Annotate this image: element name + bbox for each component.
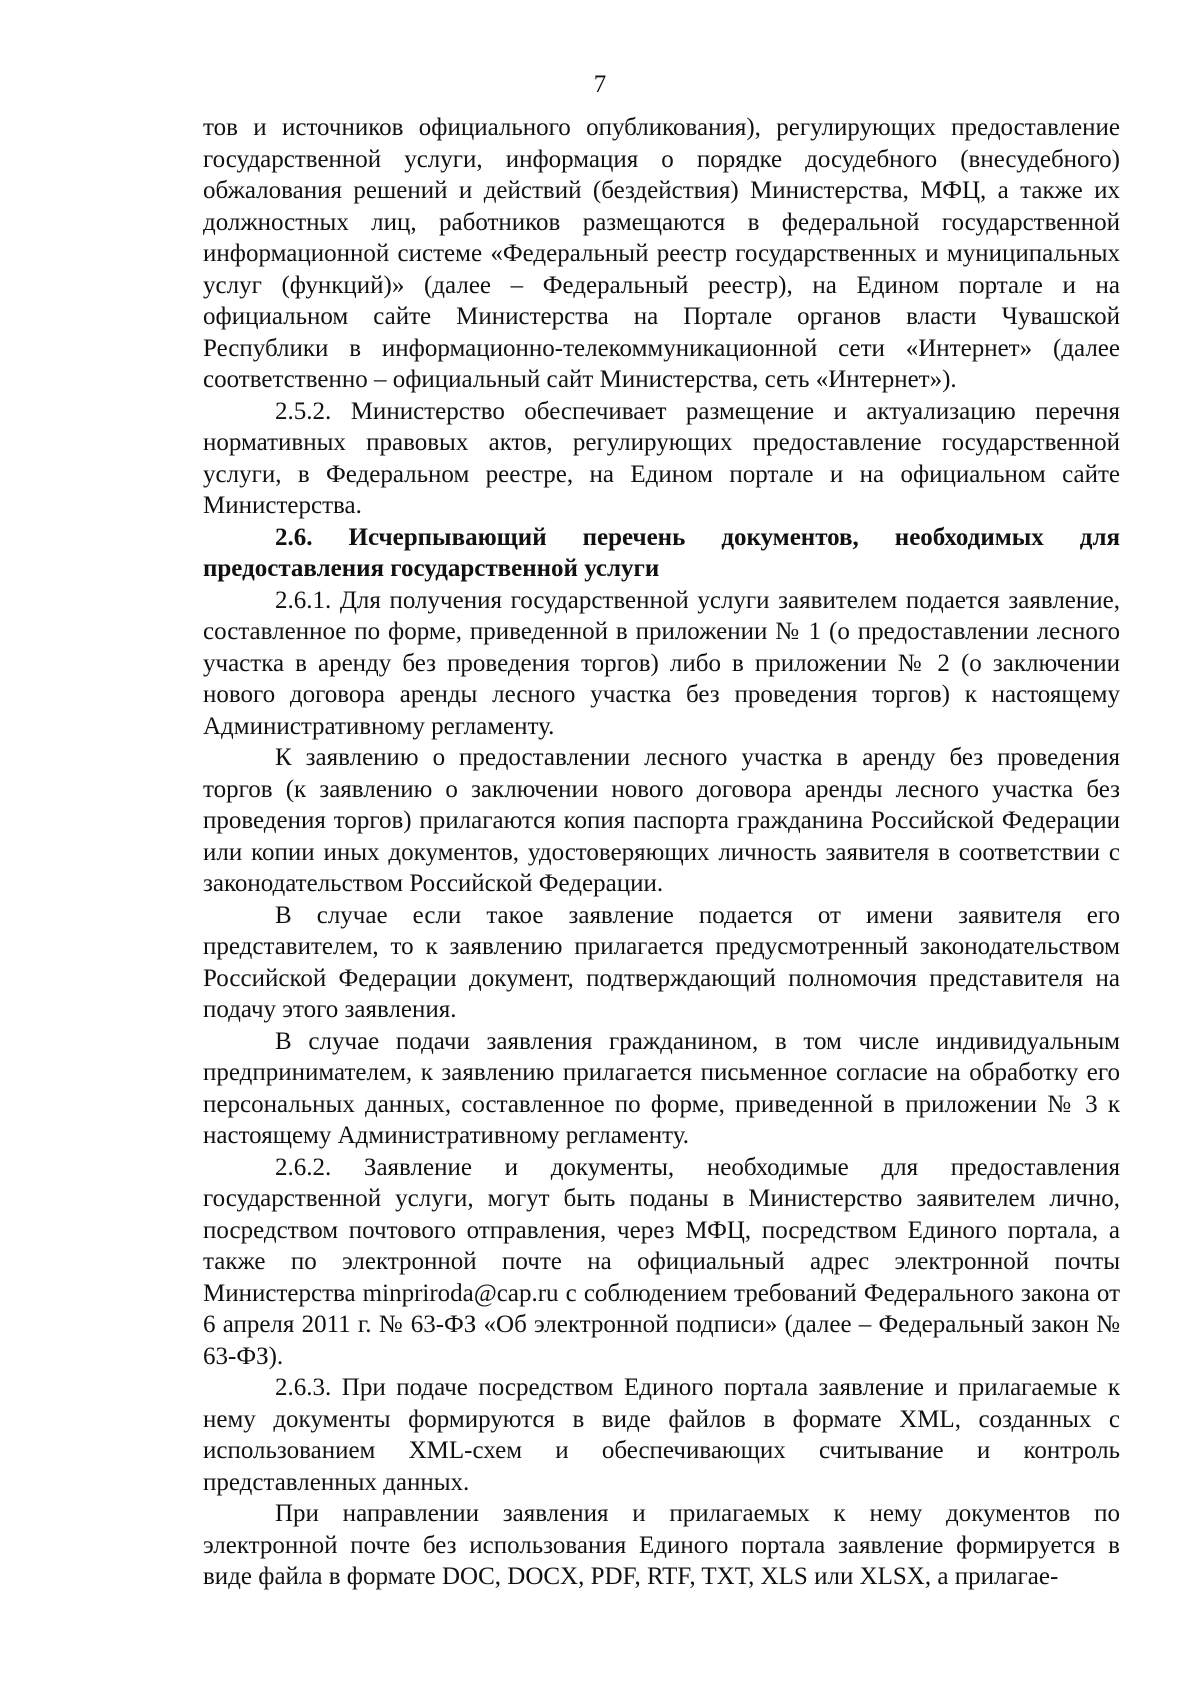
paragraph-personal-data-consent: В случае подачи заявления гражданином, в том числе индивидуальным предпринимателем, к заявлению прилагается письменное согласие на обработку его персональных данных, составленное по форме, приведенной в приложении № 3 к настоящему Административному регламенту. bbox=[203, 1027, 1120, 1149]
paragraph-passport-copy: К заявлению о предоставлении лесного участка в аренду без проведения торгов (к заявлению о заключении нового договора аренды лесного участка без проведения торгов) прилагаются копия паспорта гражданина Российской Федерации или копии иных документов, удостоверяющих личность заявителя в соответствии с законодательством Российской Федерации. bbox=[203, 744, 1120, 897]
paragraph-2-5-2: 2.5.2. Министерство обеспечивает размещение и актуализацию перечня нормативных правовых актов, регулирующих предоставление государственной услуги, в Федеральном реестре, на Едином портале и на официальном сайте Министерства. bbox=[203, 397, 1120, 519]
paragraph-representative: В случае если такое заявление подается от имени заявителя его представителем, то к заявлению прилагается предусмотренный законодательством Российской Федерации документ, подтверждающий полномочия представителя на подачу этого заявления. bbox=[203, 901, 1120, 1023]
page-number: 7 bbox=[593, 71, 607, 98]
document-body bbox=[203, 112, 1120, 1593]
section-heading-2-6: 2.6. Исчерпывающий перечень документов, необходимых для предоставления государственной услуги bbox=[203, 523, 1120, 582]
paragraph-2-6-2: 2.6.2. Заявление и документы, необходимые для предоставления государственной услуги, могут быть поданы в Министерство заявителем лично, посредством почтового отправления, через МФЦ, посредством Единого портала, а также по электронной почте на официальный адрес электронной почты Министерства minpriroda@cap.ru с соблюдением требований Федерального закона от 6 апреля 2011 г. № 63-ФЗ «Об электронной подписи» (далее – Федеральный закон № 63-ФЗ). bbox=[203, 1153, 1120, 1370]
paragraph-continuation: тов и источников официального опубликования), регулирующих предоставление государственной услуги, информация о порядке досудебного (внесудебного) обжалования решений и действий (бездействия) Министерства, МФЦ, а также их должностных лиц, работников размещаются в федеральной государственной информационной системе «Федеральный реестр государственных и муниципальных услуг (функций)» (далее – Федеральный реестр), на Едином портале и на официальном сайте Министерства на Портале органов власти Чувашской Республики в информационно-телекоммуникационной сети «Интернет» (далее соответственно – официальный сайт Министерства, сеть «Интернет»). bbox=[203, 114, 1120, 393]
paragraph-2-6-1: 2.6.1. Для получения государственной услуги заявителем подается заявление, составленное по форме, приведенной в приложении № 1 (о предоставлении лесного участка в аренду без проведения торгов) либо в приложении № 2 (о заключении нового договора аренды лесного участка без проведения торгов) к настоящему Административному регламенту. bbox=[203, 586, 1120, 740]
paragraph-email-format: При направлении заявления и прилагаемых к нему документов по электронной почте без использования Единого портала заявление формируется в виде файла в формате DOC, DOCX, PDF, RTF, TXT, XLS или XLSX, а прилагае- bbox=[203, 1500, 1120, 1590]
paragraph-2-6-3: 2.6.3. При подаче посредством Единого портала заявление и прилагаемые к нему документы формируются в виде файлов в формате XML, созданных с использованием XML-схем и обеспечивающих считывание и контроль представленных данных. bbox=[203, 1374, 1120, 1496]
